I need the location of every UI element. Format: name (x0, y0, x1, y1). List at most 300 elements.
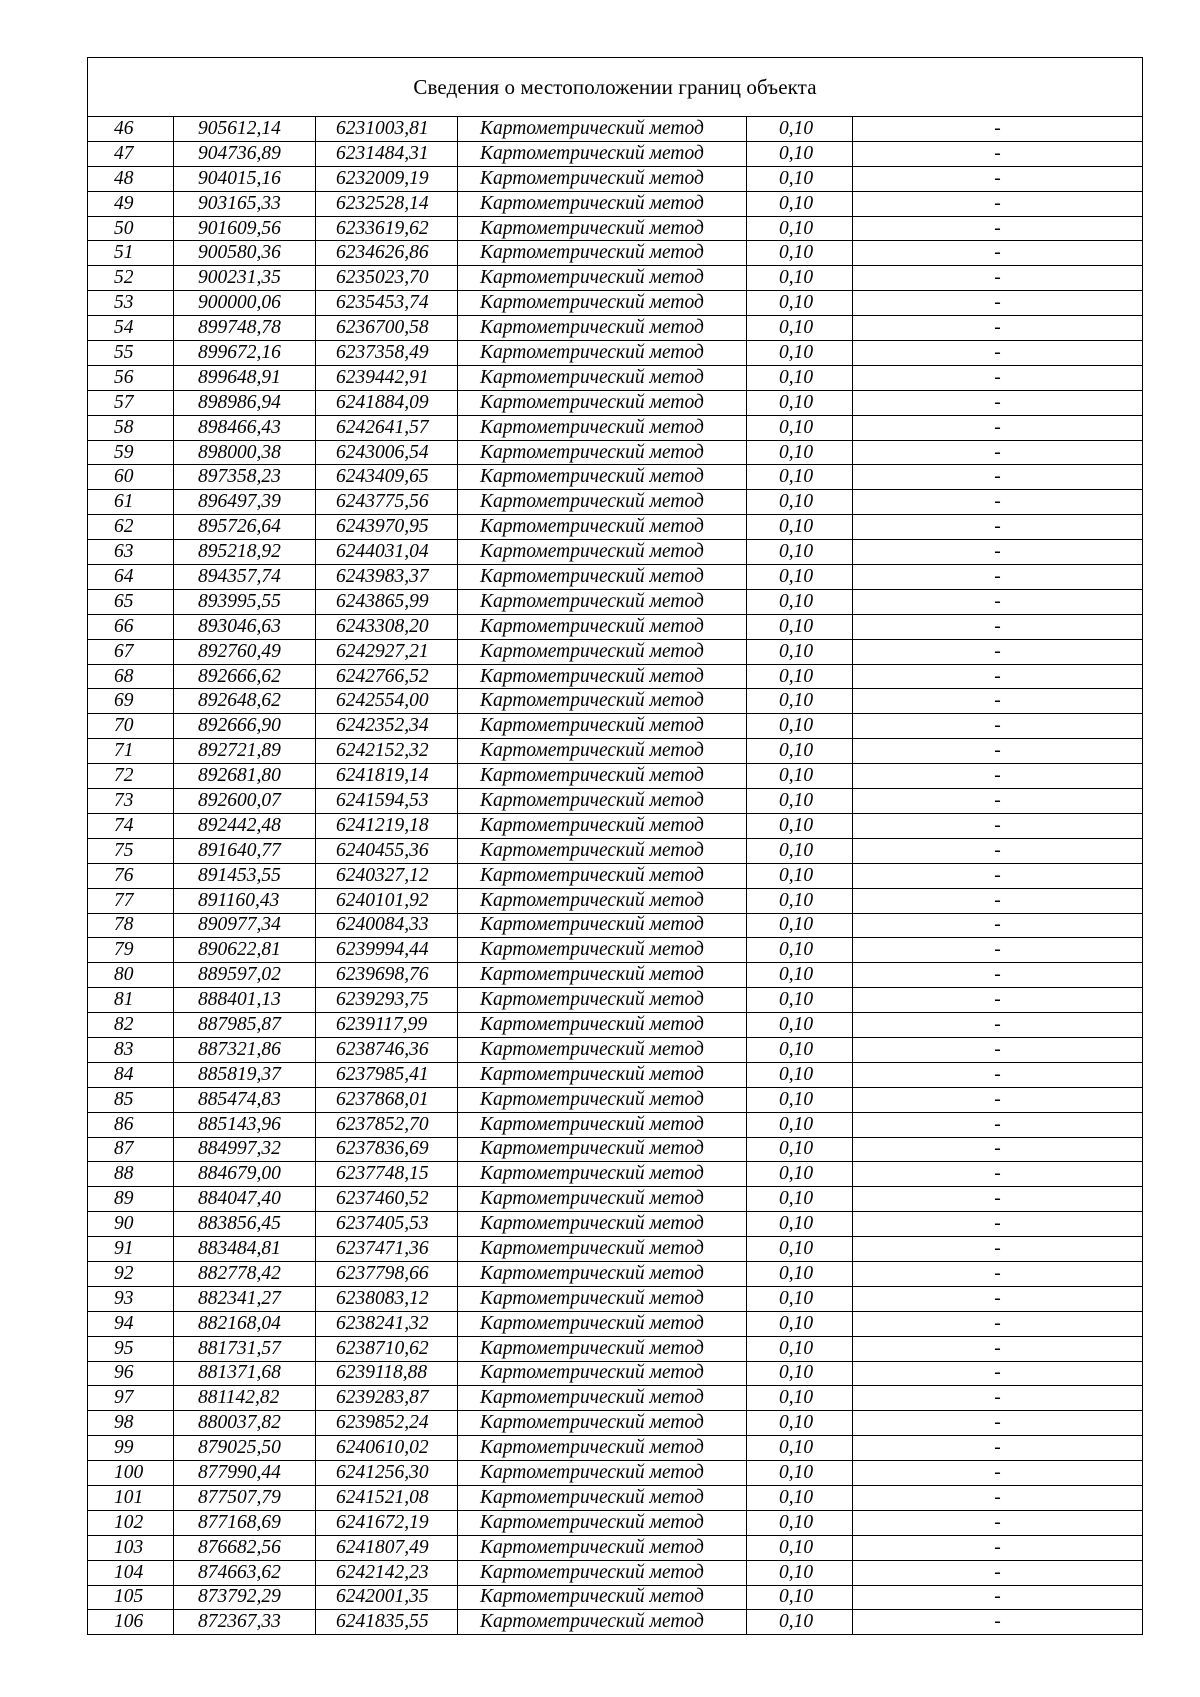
x-coordinate-cell: 891453,55 (174, 863, 316, 888)
method-cell: Картометрический метод (458, 1187, 747, 1212)
x-coordinate-cell: 882341,27 (174, 1286, 316, 1311)
point-number-cell: 54 (88, 316, 174, 341)
table-title-row (88, 58, 1143, 117)
table-row (88, 1535, 1143, 1560)
table-row (88, 141, 1143, 166)
method-cell: Картометрический метод (458, 813, 747, 838)
accuracy-cell: 0,10 (747, 813, 853, 838)
x-coordinate-cell: 892666,90 (174, 714, 316, 739)
accuracy-cell: 0,10 (747, 863, 853, 888)
point-number-cell: 79 (88, 938, 174, 963)
description-cell: - (853, 988, 1143, 1013)
x-coordinate-cell: 873792,29 (174, 1585, 316, 1610)
accuracy-cell: 0,10 (747, 540, 853, 565)
method-cell: Картометрический метод (458, 1013, 747, 1038)
table-title: Сведения о местоположении границ объекта (88, 58, 1143, 117)
y-coordinate-cell: 6242152,32 (316, 739, 458, 764)
y-coordinate-cell: 6238710,62 (316, 1336, 458, 1361)
description-cell: - (853, 117, 1143, 142)
accuracy-cell: 0,10 (747, 664, 853, 689)
x-coordinate-cell: 882168,04 (174, 1311, 316, 1336)
y-coordinate-cell: 6243983,37 (316, 565, 458, 590)
description-cell: - (853, 1510, 1143, 1535)
x-coordinate-cell: 884997,32 (174, 1137, 316, 1162)
y-coordinate-cell: 6237358,49 (316, 341, 458, 366)
table-row (88, 1560, 1143, 1585)
description-cell: - (853, 515, 1143, 540)
accuracy-cell: 0,10 (747, 1311, 853, 1336)
x-coordinate-cell: 904015,16 (174, 166, 316, 191)
y-coordinate-cell: 6243865,99 (316, 589, 458, 614)
point-number-cell: 53 (88, 291, 174, 316)
x-coordinate-cell: 892721,89 (174, 739, 316, 764)
description-cell: - (853, 440, 1143, 465)
x-coordinate-cell: 891160,43 (174, 888, 316, 913)
table-row (88, 415, 1143, 440)
table-row (88, 1461, 1143, 1486)
point-number-cell: 97 (88, 1386, 174, 1411)
y-coordinate-cell: 6235453,74 (316, 291, 458, 316)
table-row (88, 390, 1143, 415)
description-cell: - (853, 1212, 1143, 1237)
point-number-cell: 51 (88, 241, 174, 266)
description-cell: - (853, 1013, 1143, 1038)
table-row (88, 1386, 1143, 1411)
point-number-cell: 76 (88, 863, 174, 888)
description-cell: - (853, 365, 1143, 390)
method-cell: Картометрический метод (458, 1062, 747, 1087)
table-row (88, 316, 1143, 341)
accuracy-cell: 0,10 (747, 1336, 853, 1361)
accuracy-cell: 0,10 (747, 789, 853, 814)
method-cell: Картометрический метод (458, 988, 747, 1013)
method-cell: Картометрический метод (458, 216, 747, 241)
y-coordinate-cell: 6242352,34 (316, 714, 458, 739)
point-number-cell: 105 (88, 1585, 174, 1610)
y-coordinate-cell: 6241884,09 (316, 390, 458, 415)
accuracy-cell: 0,10 (747, 1013, 853, 1038)
point-number-cell: 81 (88, 988, 174, 1013)
table-row (88, 341, 1143, 366)
method-cell: Картометрический метод (458, 739, 747, 764)
method-cell: Картометрический метод (458, 166, 747, 191)
x-coordinate-cell: 899748,78 (174, 316, 316, 341)
point-number-cell: 94 (88, 1311, 174, 1336)
point-number-cell: 73 (88, 789, 174, 814)
table-row (88, 963, 1143, 988)
x-coordinate-cell: 895726,64 (174, 515, 316, 540)
point-number-cell: 67 (88, 639, 174, 664)
x-coordinate-cell: 890622,81 (174, 938, 316, 963)
table-row (88, 1261, 1143, 1286)
method-cell: Картометрический метод (458, 1286, 747, 1311)
accuracy-cell: 0,10 (747, 166, 853, 191)
description-cell: - (853, 1112, 1143, 1137)
y-coordinate-cell: 6232009,19 (316, 166, 458, 191)
y-coordinate-cell: 6237836,69 (316, 1137, 458, 1162)
method-cell: Картометрический метод (458, 1037, 747, 1062)
description-cell: - (853, 1162, 1143, 1187)
description-cell: - (853, 465, 1143, 490)
description-cell: - (853, 938, 1143, 963)
description-cell: - (853, 1286, 1143, 1311)
table-row (88, 1485, 1143, 1510)
point-number-cell: 88 (88, 1162, 174, 1187)
accuracy-cell: 0,10 (747, 1535, 853, 1560)
description-cell: - (853, 1560, 1143, 1585)
y-coordinate-cell: 6241819,14 (316, 764, 458, 789)
point-number-cell: 87 (88, 1137, 174, 1162)
accuracy-cell: 0,10 (747, 1037, 853, 1062)
y-coordinate-cell: 6241256,30 (316, 1461, 458, 1486)
x-coordinate-cell: 892442,48 (174, 813, 316, 838)
point-number-cell: 82 (88, 1013, 174, 1038)
table-row (88, 938, 1143, 963)
accuracy-cell: 0,10 (747, 1610, 853, 1635)
y-coordinate-cell: 6239118,88 (316, 1361, 458, 1386)
method-cell: Картометрический метод (458, 1436, 747, 1461)
table-row (88, 1237, 1143, 1262)
table-row (88, 764, 1143, 789)
description-cell: - (853, 1585, 1143, 1610)
y-coordinate-cell: 6239994,44 (316, 938, 458, 963)
table-row (88, 1013, 1143, 1038)
y-coordinate-cell: 6237748,15 (316, 1162, 458, 1187)
accuracy-cell: 0,10 (747, 316, 853, 341)
y-coordinate-cell: 6239117,99 (316, 1013, 458, 1038)
y-coordinate-cell: 6238241,32 (316, 1311, 458, 1336)
description-cell: - (853, 689, 1143, 714)
y-coordinate-cell: 6243006,54 (316, 440, 458, 465)
x-coordinate-cell: 892760,49 (174, 639, 316, 664)
x-coordinate-cell: 891640,77 (174, 838, 316, 863)
point-number-cell: 52 (88, 266, 174, 291)
point-number-cell: 57 (88, 390, 174, 415)
x-coordinate-cell: 885143,96 (174, 1112, 316, 1137)
accuracy-cell: 0,10 (747, 1187, 853, 1212)
point-number-cell: 64 (88, 565, 174, 590)
y-coordinate-cell: 6243775,56 (316, 490, 458, 515)
y-coordinate-cell: 6241672,19 (316, 1510, 458, 1535)
y-coordinate-cell: 6239283,87 (316, 1386, 458, 1411)
description-cell: - (853, 565, 1143, 590)
table-row (88, 789, 1143, 814)
x-coordinate-cell: 885474,83 (174, 1087, 316, 1112)
table-row (88, 664, 1143, 689)
accuracy-cell: 0,10 (747, 440, 853, 465)
method-cell: Картометрический метод (458, 789, 747, 814)
table-row (88, 440, 1143, 465)
y-coordinate-cell: 6238083,12 (316, 1286, 458, 1311)
table-row (88, 813, 1143, 838)
description-cell: - (853, 1610, 1143, 1635)
accuracy-cell: 0,10 (747, 913, 853, 938)
method-cell: Картометрический метод (458, 316, 747, 341)
description-cell: - (853, 1237, 1143, 1262)
table-row (88, 1585, 1143, 1610)
table-row (88, 266, 1143, 291)
description-cell: - (853, 963, 1143, 988)
description-cell: - (853, 1062, 1143, 1087)
y-coordinate-cell: 6239852,24 (316, 1411, 458, 1436)
y-coordinate-cell: 6237405,53 (316, 1212, 458, 1237)
accuracy-cell: 0,10 (747, 216, 853, 241)
x-coordinate-cell: 898466,43 (174, 415, 316, 440)
y-coordinate-cell: 6240455,36 (316, 838, 458, 863)
y-coordinate-cell: 6241521,08 (316, 1485, 458, 1510)
x-coordinate-cell: 892600,07 (174, 789, 316, 814)
table-row (88, 1411, 1143, 1436)
table-row (88, 1336, 1143, 1361)
table-row (88, 1436, 1143, 1461)
x-coordinate-cell: 887321,86 (174, 1037, 316, 1062)
method-cell: Картометрический метод (458, 465, 747, 490)
description-cell: - (853, 838, 1143, 863)
x-coordinate-cell: 888401,13 (174, 988, 316, 1013)
x-coordinate-cell: 896497,39 (174, 490, 316, 515)
point-number-cell: 59 (88, 440, 174, 465)
description-cell: - (853, 216, 1143, 241)
description-cell: - (853, 1535, 1143, 1560)
x-coordinate-cell: 898000,38 (174, 440, 316, 465)
x-coordinate-cell: 893046,63 (174, 614, 316, 639)
accuracy-cell: 0,10 (747, 1560, 853, 1585)
method-cell: Картометрический метод (458, 1386, 747, 1411)
description-cell: - (853, 739, 1143, 764)
accuracy-cell: 0,10 (747, 639, 853, 664)
x-coordinate-cell: 884047,40 (174, 1187, 316, 1212)
description-cell: - (853, 614, 1143, 639)
x-coordinate-cell: 879025,50 (174, 1436, 316, 1461)
x-coordinate-cell: 877168,69 (174, 1510, 316, 1535)
point-number-cell: 91 (88, 1237, 174, 1262)
point-number-cell: 49 (88, 191, 174, 216)
x-coordinate-cell: 883484,81 (174, 1237, 316, 1262)
description-cell: - (853, 1187, 1143, 1212)
method-cell: Картометрический метод (458, 540, 747, 565)
accuracy-cell: 0,10 (747, 1585, 853, 1610)
accuracy-cell: 0,10 (747, 390, 853, 415)
description-cell: - (853, 1411, 1143, 1436)
accuracy-cell: 0,10 (747, 1386, 853, 1411)
description-cell: - (853, 415, 1143, 440)
y-coordinate-cell: 6239442,91 (316, 365, 458, 390)
x-coordinate-cell: 897358,23 (174, 465, 316, 490)
point-number-cell: 58 (88, 415, 174, 440)
y-coordinate-cell: 6241219,18 (316, 813, 458, 838)
description-cell: - (853, 1087, 1143, 1112)
table-row (88, 565, 1143, 590)
accuracy-cell: 0,10 (747, 1261, 853, 1286)
method-cell: Картометрический метод (458, 938, 747, 963)
x-coordinate-cell: 900231,35 (174, 266, 316, 291)
y-coordinate-cell: 6237460,52 (316, 1187, 458, 1212)
point-number-cell: 72 (88, 764, 174, 789)
accuracy-cell: 0,10 (747, 1411, 853, 1436)
point-number-cell: 78 (88, 913, 174, 938)
table-row (88, 614, 1143, 639)
method-cell: Картометрический метод (458, 1137, 747, 1162)
x-coordinate-cell: 882778,42 (174, 1261, 316, 1286)
y-coordinate-cell: 6237471,36 (316, 1237, 458, 1262)
x-coordinate-cell: 881731,57 (174, 1336, 316, 1361)
point-number-cell: 86 (88, 1112, 174, 1137)
x-coordinate-cell: 899648,91 (174, 365, 316, 390)
table-row (88, 1062, 1143, 1087)
method-cell: Картометрический метод (458, 266, 747, 291)
x-coordinate-cell: 874663,62 (174, 1560, 316, 1585)
accuracy-cell: 0,10 (747, 1485, 853, 1510)
method-cell: Картометрический метод (458, 1087, 747, 1112)
y-coordinate-cell: 6240610,02 (316, 1436, 458, 1461)
accuracy-cell: 0,10 (747, 938, 853, 963)
y-coordinate-cell: 6239293,75 (316, 988, 458, 1013)
point-number-cell: 106 (88, 1610, 174, 1635)
method-cell: Картометрический метод (458, 241, 747, 266)
table-row (88, 1361, 1143, 1386)
point-number-cell: 62 (88, 515, 174, 540)
accuracy-cell: 0,10 (747, 1510, 853, 1535)
method-cell: Картометрический метод (458, 1461, 747, 1486)
accuracy-cell: 0,10 (747, 241, 853, 266)
description-cell: - (853, 888, 1143, 913)
x-coordinate-cell: 892666,62 (174, 664, 316, 689)
y-coordinate-cell: 6235023,70 (316, 266, 458, 291)
method-cell: Картометрический метод (458, 117, 747, 142)
table-row (88, 739, 1143, 764)
description-cell: - (853, 141, 1143, 166)
table-row (88, 988, 1143, 1013)
accuracy-cell: 0,10 (747, 963, 853, 988)
point-number-cell: 95 (88, 1336, 174, 1361)
x-coordinate-cell: 881371,68 (174, 1361, 316, 1386)
method-cell: Картометрический метод (458, 565, 747, 590)
method-cell: Картометрический метод (458, 888, 747, 913)
x-coordinate-cell: 883856,45 (174, 1212, 316, 1237)
point-number-cell: 92 (88, 1261, 174, 1286)
table-row (88, 117, 1143, 142)
accuracy-cell: 0,10 (747, 1087, 853, 1112)
y-coordinate-cell: 6243308,20 (316, 614, 458, 639)
method-cell: Картометрический метод (458, 1361, 747, 1386)
x-coordinate-cell: 893995,55 (174, 589, 316, 614)
table-row (88, 1610, 1143, 1635)
y-coordinate-cell: 6236700,58 (316, 316, 458, 341)
x-coordinate-cell: 895218,92 (174, 540, 316, 565)
table-row (88, 888, 1143, 913)
point-number-cell: 66 (88, 614, 174, 639)
method-cell: Картометрический метод (458, 1212, 747, 1237)
x-coordinate-cell: 892648,62 (174, 689, 316, 714)
method-cell: Картометрический метод (458, 963, 747, 988)
y-coordinate-cell: 6241807,49 (316, 1535, 458, 1560)
description-cell: - (853, 191, 1143, 216)
method-cell: Картометрический метод (458, 291, 747, 316)
point-number-cell: 104 (88, 1560, 174, 1585)
y-coordinate-cell: 6240084,33 (316, 913, 458, 938)
description-cell: - (853, 1361, 1143, 1386)
accuracy-cell: 0,10 (747, 614, 853, 639)
table-row (88, 515, 1143, 540)
point-number-cell: 71 (88, 739, 174, 764)
y-coordinate-cell: 6232528,14 (316, 191, 458, 216)
table-row (88, 191, 1143, 216)
method-cell: Картометрический метод (458, 191, 747, 216)
y-coordinate-cell: 6233619,62 (316, 216, 458, 241)
description-cell: - (853, 1485, 1143, 1510)
y-coordinate-cell: 6240101,92 (316, 888, 458, 913)
point-number-cell: 60 (88, 465, 174, 490)
table-row (88, 1212, 1143, 1237)
y-coordinate-cell: 6237852,70 (316, 1112, 458, 1137)
x-coordinate-cell: 885819,37 (174, 1062, 316, 1087)
table-row (88, 216, 1143, 241)
accuracy-cell: 0,10 (747, 266, 853, 291)
point-number-cell: 77 (88, 888, 174, 913)
description-cell: - (853, 1261, 1143, 1286)
method-cell: Картометрический метод (458, 838, 747, 863)
accuracy-cell: 0,10 (747, 589, 853, 614)
method-cell: Картометрический метод (458, 664, 747, 689)
point-number-cell: 68 (88, 664, 174, 689)
method-cell: Картометрический метод (458, 1261, 747, 1286)
x-coordinate-cell: 905612,14 (174, 117, 316, 142)
y-coordinate-cell: 6241594,53 (316, 789, 458, 814)
table-row (88, 689, 1143, 714)
accuracy-cell: 0,10 (747, 888, 853, 913)
point-number-cell: 99 (88, 1436, 174, 1461)
description-cell: - (853, 291, 1143, 316)
table-row (88, 838, 1143, 863)
point-number-cell: 83 (88, 1037, 174, 1062)
accuracy-cell: 0,10 (747, 1212, 853, 1237)
accuracy-cell: 0,10 (747, 515, 853, 540)
method-cell: Картометрический метод (458, 365, 747, 390)
method-cell: Картометрический метод (458, 415, 747, 440)
table-row (88, 1087, 1143, 1112)
point-number-cell: 84 (88, 1062, 174, 1087)
point-number-cell: 89 (88, 1187, 174, 1212)
table-row (88, 166, 1143, 191)
point-number-cell: 103 (88, 1535, 174, 1560)
method-cell: Картометрический метод (458, 1411, 747, 1436)
table-row (88, 1112, 1143, 1137)
point-number-cell: 74 (88, 813, 174, 838)
accuracy-cell: 0,10 (747, 1112, 853, 1137)
description-cell: - (853, 166, 1143, 191)
description-cell: - (853, 764, 1143, 789)
point-number-cell: 102 (88, 1510, 174, 1535)
accuracy-cell: 0,10 (747, 1062, 853, 1087)
method-cell: Картометрический метод (458, 1311, 747, 1336)
point-number-cell: 47 (88, 141, 174, 166)
point-number-cell: 55 (88, 341, 174, 366)
table-row (88, 291, 1143, 316)
x-coordinate-cell: 872367,33 (174, 1610, 316, 1635)
point-number-cell: 98 (88, 1411, 174, 1436)
x-coordinate-cell: 887985,87 (174, 1013, 316, 1038)
accuracy-cell: 0,10 (747, 689, 853, 714)
point-number-cell: 90 (88, 1212, 174, 1237)
y-coordinate-cell: 6231484,31 (316, 141, 458, 166)
x-coordinate-cell: 876682,56 (174, 1535, 316, 1560)
method-cell: Картометрический метод (458, 614, 747, 639)
table-row (88, 465, 1143, 490)
method-cell: Картометрический метод (458, 515, 747, 540)
table-row (88, 540, 1143, 565)
description-cell: - (853, 316, 1143, 341)
description-cell: - (853, 913, 1143, 938)
